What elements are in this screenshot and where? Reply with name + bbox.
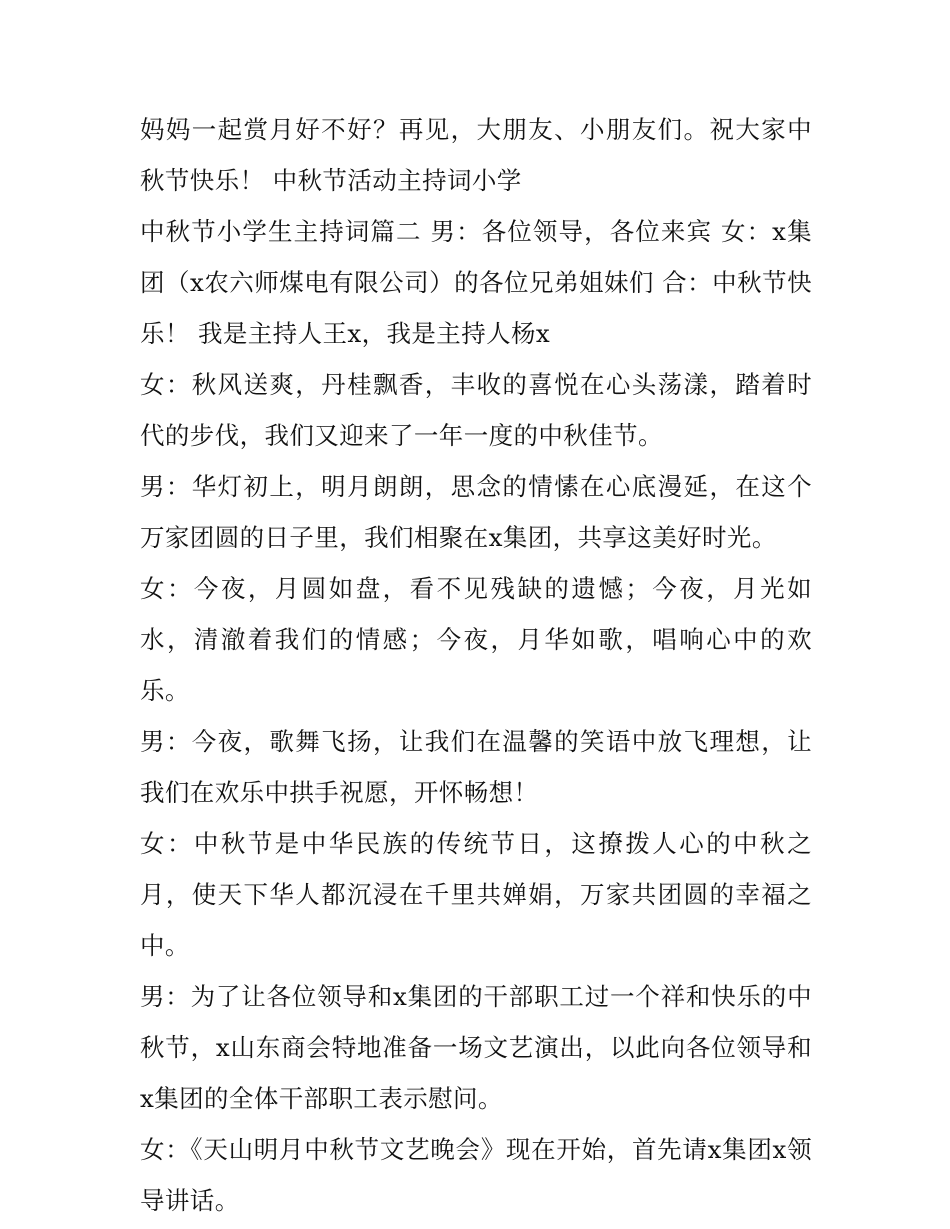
- paragraph-closing-greeting: 妈妈一起赏月好不好？再见，大朋友、小朋友们。祝大家中秋节快乐！ 中秋节活动主持词小学: [140, 115, 812, 195]
- paragraph-opening-greeting: 中秋节小学生主持词篇二 男：各位领导，各位来宾 女：x集团（x农六师煤电有限公司）的各位兄弟姐妹们 合：中秋节快乐！ 我是主持人王x，我是主持人杨x: [140, 217, 812, 348]
- paragraph-female-tonight: 女：今夜，月圆如盘，看不见残缺的遗憾；今夜，月光如水，清澈着我们的情感；今夜，月华如歌，唱响心中的欢乐。: [140, 574, 812, 705]
- document-body: [140, 104, 812, 1226]
- paragraph-male-songs-dance: 男：今夜，歌舞飞扬，让我们在温馨的笑语中放飞理想，让我们在欢乐中拱手祝愿，开怀畅想！: [140, 727, 812, 807]
- paragraph-female-tradition: 女：中秋节是中华民族的传统节日，这撩拨人心的中秋之月，使天下华人都沉浸在千里共婵娟，万家共团圆的幸福之中。: [140, 829, 812, 960]
- paragraph-female-opening: 女：《天山明月中秋节文艺晚会》现在开始，首先请x集团x领导讲话。: [140, 1135, 812, 1215]
- paragraph-male-lanterns: 男：华灯初上，明月朗朗，思念的情愫在心底漫延，在这个万家团圆的日子里，我们相聚在x集团，共享这美好时光。: [140, 472, 812, 552]
- paragraph-male-performance: 男：为了让各位领导和x集团的干部职工过一个祥和快乐的中秋节，x山东商会特地准备一场文艺演出，以此向各位领导和x集团的全体干部职工表示慰问。: [140, 982, 812, 1113]
- paragraph-female-autumn-wind: 女：秋风送爽，丹桂飘香，丰收的喜悦在心头荡漾，踏着时代的步伐，我们又迎来了一年一度的中秋佳节。: [140, 370, 812, 450]
